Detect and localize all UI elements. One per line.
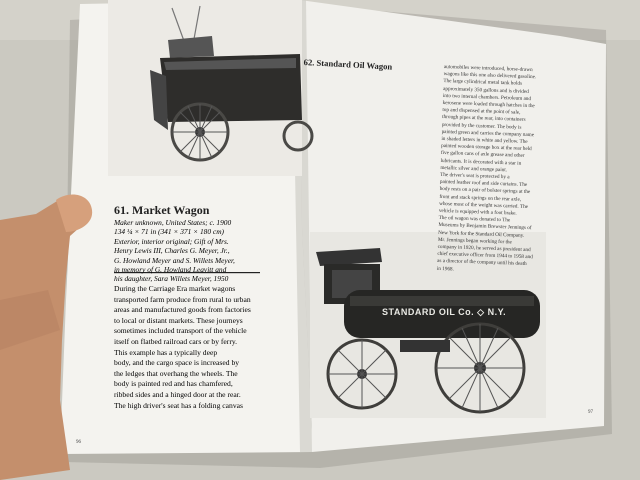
right-body-line: front and stack springs on the rear axle, xyxy=(439,193,522,203)
right-body-line: whose most of the weight was carried. The xyxy=(439,200,529,210)
body-line: body is painted red and has chamfered, xyxy=(114,379,233,389)
right-body-line: top and dispensed at the point of sale, xyxy=(442,107,521,116)
right-body-line: as a director of the company until his death xyxy=(437,258,527,268)
right-body-line: approximately 350 gallons and is divided xyxy=(443,85,529,95)
credit-line: in memory of G. Howland Leavitt and xyxy=(114,265,227,275)
right-body-line: Museums by Benjamin Brewster Jennings of xyxy=(438,222,532,232)
right-body-line: provided by the customer. The body is xyxy=(441,121,522,131)
right-body-line: metallic silver and orange paint. xyxy=(440,164,508,174)
right-body-line: five gallon cans of axle grease and other xyxy=(440,150,525,160)
right-body-line: through pipes at the rear, into containers xyxy=(442,114,526,124)
right-body-line: The driver's seat is protected by a xyxy=(440,171,510,181)
body-line: sometimes included transport of the vehicle xyxy=(114,326,247,336)
body-line: body, and the cargo space is increased by xyxy=(114,358,240,368)
left-entry-credit xyxy=(114,218,262,284)
right-body-line: Mr. Jennings began working for the xyxy=(437,236,512,246)
left-page-number: 96 xyxy=(76,440,81,445)
credit-line: Maker unknown, United States; c. 1900 xyxy=(114,218,232,227)
right-entry-body xyxy=(437,64,592,278)
right-body-line: body rests on a pair of bolster springs at the xyxy=(439,186,531,196)
body-line: The high driver's seat has a folding canvas xyxy=(114,400,243,410)
credit-line: Henry Lewis III, Charles G. Meyer, Jr., xyxy=(114,246,230,256)
right-body-line: in 1968. xyxy=(436,265,454,273)
right-entry-title: 62. Standard Oil Wagon xyxy=(303,56,393,72)
right-body-line: automobiles were introduced, horse-drawn xyxy=(443,64,533,74)
right-body-line: The oil wagon was donated to The xyxy=(438,215,511,224)
body-line: ribbed sides and a hinged door at the rear. xyxy=(114,389,241,399)
body-line: transported farm produce from rural to urban xyxy=(114,294,251,304)
right-body-line: wagons like this one also delivered gasoline. xyxy=(443,71,537,81)
right-body-line: company in 1920, he served as president and xyxy=(437,243,531,254)
body-line: This example has a typically deep xyxy=(114,347,218,357)
right-body-line: New York for the Standard Oil Company. xyxy=(438,229,525,239)
right-body-line: vehicle is equipped with a foot brake. xyxy=(438,207,517,217)
credit-line: 134 ¼ × 71 in (341 × 371 × 180 cm) xyxy=(114,227,225,237)
left-entry-body xyxy=(114,284,300,411)
right-body-line: lubricants. It is decorated with a star in xyxy=(440,157,522,167)
left-entry-title: 61. Market Wagon xyxy=(114,203,210,217)
body-line: areas and manufactured goods from factories xyxy=(114,305,251,315)
credit-line: his daughter, Sara Willets Meyer, 1950 xyxy=(114,274,229,284)
tank-lettering: STANDARD OIL Co. ◇ N.Y. xyxy=(382,307,507,317)
right-page-number: 97 xyxy=(588,410,593,415)
body-line: During the Carriage Era market wagons xyxy=(114,284,236,293)
right-body-line: chief executive officer from 1944 to 1958 and xyxy=(437,251,533,261)
body-line: the ledges that overhang the wheels. The xyxy=(114,368,238,378)
body-line: to local or distant markets. These journeys xyxy=(114,315,243,325)
credit-line: G. Howland Meyer and S. Willets Meyer, xyxy=(114,255,235,265)
right-body-line: painted green and carries the company name xyxy=(441,128,535,139)
right-body-line: into two internal chambers. Petroleum and xyxy=(442,92,532,102)
right-body-line: in shaded letters in white and yellow. The xyxy=(441,135,528,145)
right-body-line: kerosene were loaded through hatches in the xyxy=(442,99,535,110)
right-body-line: painted wooden storage box at the rear held xyxy=(441,143,532,153)
market-wagon-photo xyxy=(108,0,312,176)
right-body-line: painted leather roof and side curtains. The xyxy=(439,179,528,189)
credit-line: Exterior, interior original; Gift of Mrs. xyxy=(114,236,229,246)
right-body-line: The large cylindrical metal tank holds xyxy=(443,78,523,88)
body-line: itself on flatbed railroad cars or by ferry. xyxy=(114,336,238,346)
